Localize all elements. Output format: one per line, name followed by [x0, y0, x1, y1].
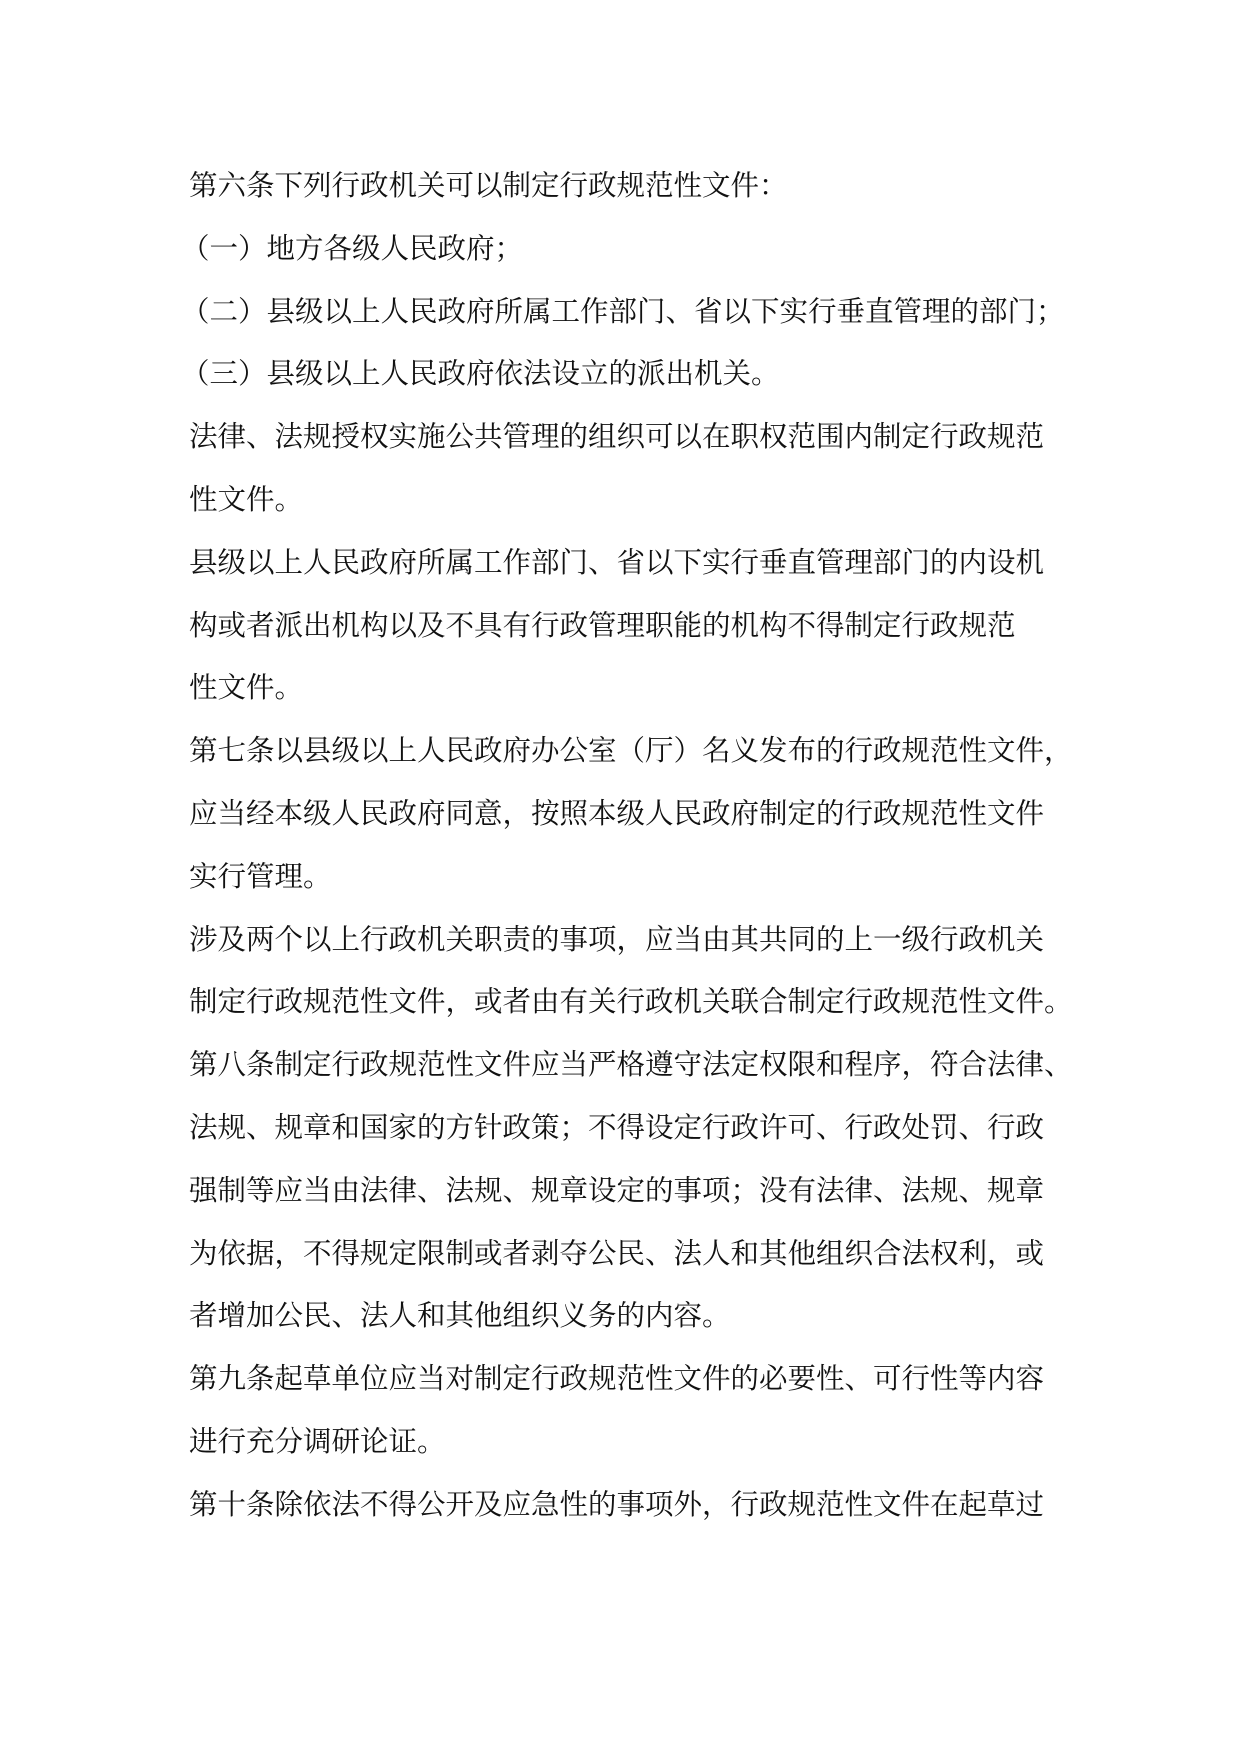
- text-line: 制定行政规范性文件，或者由有关行政机关联合制定行政规范性文件。: [189, 985, 1073, 1019]
- text-line: 法规、规章和国家的方针政策；不得设定行政许可、行政处罚、行政: [189, 1110, 1045, 1144]
- text-line-article-7: 第七条以县级以上人民政府办公室（厅）名义发布的行政规范性文件，: [189, 734, 1073, 768]
- text-line: 强制等应当由法律、法规、规章设定的事项；没有法律、法规、规章: [189, 1173, 1045, 1207]
- text-line: 进行充分调研论证。: [189, 1424, 446, 1458]
- text-line-item-1: （一）地方各级人民政府；: [181, 231, 524, 265]
- text-line: 构或者派出机构以及不具有行政管理职能的机构不得制定行政规范: [189, 608, 1016, 642]
- document-body: [181, 155, 1073, 1537]
- text-line-article-9: 第九条起草单位应当对制定行政规范性文件的必要性、可行性等内容: [189, 1362, 1045, 1396]
- text-line: 性文件。: [189, 671, 304, 705]
- text-line: 性文件。: [189, 482, 304, 516]
- text-line-item-3: （三）县级以上人民政府依法设立的派出机关。: [181, 357, 780, 391]
- text-line-article-6: 第六条下列行政机关可以制定行政规范性文件：: [189, 169, 788, 202]
- text-line: 为依据，不得规定限制或者剥夺公民、法人和其他组织合法权利，或: [189, 1236, 1045, 1270]
- text-line-article-10: 第十条除依法不得公开及应急性的事项外，行政规范性文件在起草过: [189, 1487, 1045, 1521]
- text-line: 实行管理。: [189, 859, 332, 893]
- text-line: 涉及两个以上行政机关职责的事项，应当由其共同的上一级行政机关: [189, 922, 1045, 956]
- text-line-item-2: （二）县级以上人民政府所属工作部门、省以下实行垂直管理的部门；: [181, 294, 1065, 328]
- text-line: 法律、法规授权实施公共管理的组织可以在职权范围内制定行政规范: [189, 420, 1045, 454]
- text-line: 者增加公民、法人和其他组织义务的内容。: [189, 1299, 731, 1333]
- text-line-article-8: 第八条制定行政规范性文件应当严格遵守法定权限和程序，符合法律、: [189, 1048, 1073, 1082]
- text-line: 县级以上人民政府所属工作部门、省以下实行垂直管理部门的内设机: [189, 545, 1045, 579]
- text-line: 应当经本级人民政府同意，按照本级人民政府制定的行政规范性文件: [189, 796, 1045, 830]
